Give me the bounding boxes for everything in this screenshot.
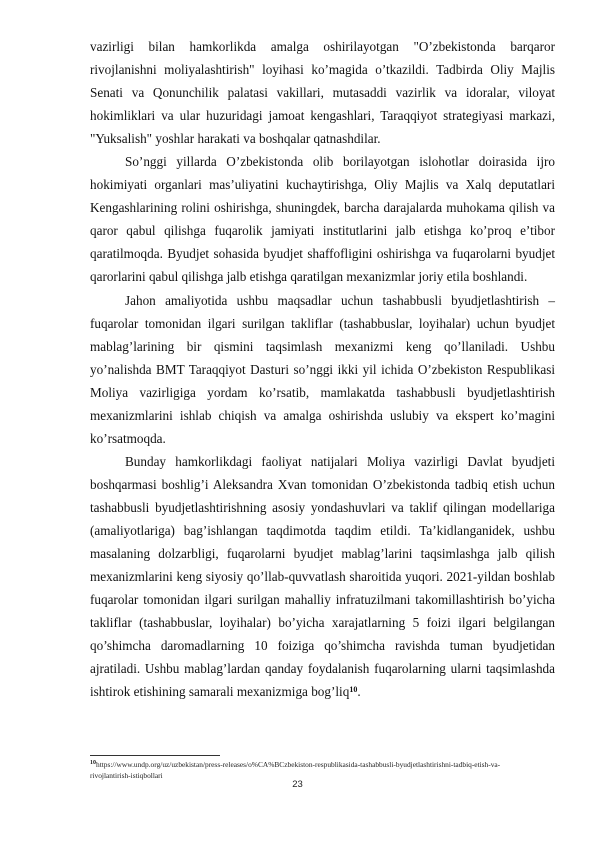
- page-number: 23: [292, 779, 303, 790]
- footnote-mark: 10: [90, 760, 96, 766]
- footnote-reference[interactable]: 10: [349, 685, 358, 695]
- footnote: [90, 758, 540, 781]
- paragraph-4-text: Bunday hamkorlikdagi faoliyat natijalari Moliya vazirligi Davlat byudjeti boshqarmasi boshlig’i Aleksandra Xvan tomonidan O’zbekistonda tadbiq etish uchun tashabbusli byudjetlashtirishning asosiy yondashuvlari va taklif qilingan modellariga (amaliyotlariga) bag’ishlangan taqdimotda taqdim etildi. Ta’kidlanganidek, ushbu masalaning dolzarbligi, fuqarolarni byudjet mablag’larini taqsimlashga jalb qilish mexanizmlarini keng siyosiy qo’llab-quvvatlash sharoitida yuqori. 2021-yildan boshlab fuqarolar tomonidan ilgari surilgan mahalliy infratuzilmani takomillashtirish bo’yicha takliflar (tashabbuslar, loyihalar) bo’yicha xarajatlarning 5 foizi ilgari belgilangan qo’shimcha daromadlarning 10 foiziga qo’shimcha ravishda tuman byudjetidan ajratiladi. Ushbu mablag’lardan qanday foydalanish fuqarolarning ularni taqsimlashda ishtirok etishining samarali mexanizmiga bog’liq: [90, 453, 555, 700]
- paragraph-1: vazirligi bilan hamkorlikda amalga oshirilayotgan "O’zbekistonda barqaror rivojlanishni moliyalashtirish" loyihasi ko’magida o’tkazildi. Tadbirda Oliy Majlis Senati va Qonunchilik palatasi vakillari, mutasaddi vazirlik va idoralar, viloyat hokimliklari va ular huzuridagi jamoat kengashlari, Taraqqiyot strategiyasi markazi, "Yuksalish" yoshlar harakati va boshqalar qatnashdilar.: [90, 39, 555, 147]
- page-body: [90, 35, 555, 703]
- paragraph-2: So’nggi yillarda O’zbekistonda olib borilayotgan islohotlar doirasida ijro hokimiyati organlari mas’uliyatini kuchaytirishga, Oliy Majlis va Xalq deputatlari Kengashlarining rolini oshirishga, shuningdek, barcha darajalarda muhokama qilish va qaror qabul qilishga fuqarolik jamiyati institutlarini jalb etishga ko’proq e’tibor qaratilmoqda. Byudjet sohasida byudjet shaffofligini oshirishga va fuqarolarni byudjet qarorlarini qabul qilishga jalb etishga qaratilgan mexanizmlar joriy etila boshlandi.: [90, 154, 555, 285]
- paragraph-4-end: .: [357, 684, 361, 700]
- footnote-separator: [90, 755, 220, 756]
- paragraph-3: Jahon amaliyotida ushbu maqsadlar uchun tashabbusli byudjetlashtirish – fuqarolar tomonidan ilgari surilgan takliflar (tashabbuslar, loyihalar) uchun byudjet mablag’larining bir qismini taqsimlash mexanizmi keng qo’llaniladi. Ushbu yo’nalishda BMT Taraqqiyot Dasturi so’nggi ikki yil ichida O’zbekiston Respublikasi Moliya vazirligiga yordam ko’rsatib, mamlakatda tashabbusli byudjetlashtirish mexanizmlarini ishlab chiqish va amalga oshirishda uslubiy va ekspert ko’magini ko’rsatmoqda.: [90, 292, 555, 446]
- paragraph-4: [90, 450, 555, 704]
- footnote-link[interactable]: https://www.undp.org/uz/uzbekistan/press-releases/o%CA%BCzbekiston-respublikasida-tashabbusli-byudjetlashtirishni-tadbiq-etish-va-rivojlantirish-istiqbollari: [90, 760, 501, 780]
